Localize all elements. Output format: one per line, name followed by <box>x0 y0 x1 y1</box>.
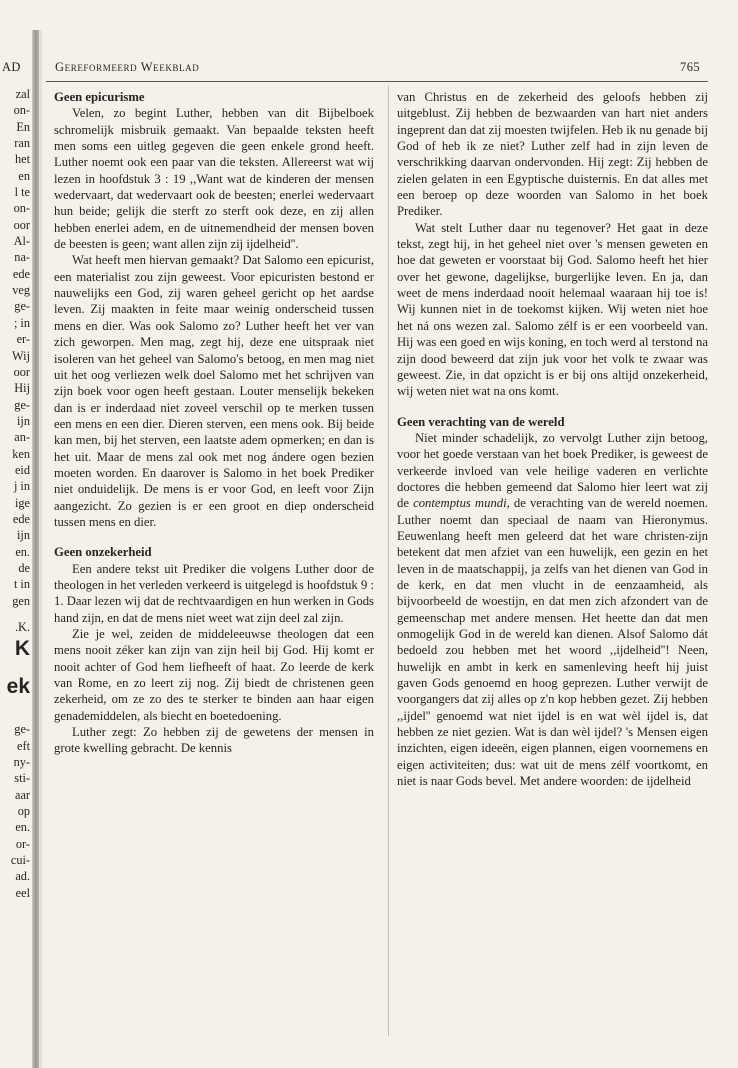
gutter-line: on- <box>13 201 30 216</box>
running-header <box>0 60 738 80</box>
paragraph: Zie je wel, zeiden de middeleeuwse theologen dat een mens nooit zéker kan zijn van zijn heil bij God. Hij komt er nooit achter of God hem liefheeft of haat. Zo leerde de kerk van Rome, en zo leert zij nog. Zij biedt de christenen geen zekerheid, om ze zo des te sterker te binden aan haar eigen genademiddelen, als biecht en boetedoening. <box>54 627 374 723</box>
page-binding-shadow <box>32 30 39 1068</box>
gutter-signoff: .K. <box>14 620 30 634</box>
gutter-line: ede <box>12 266 30 281</box>
gutter-line: Al- <box>13 234 30 249</box>
gutter-line: cui- <box>10 853 30 868</box>
gutter-line: het <box>14 152 30 167</box>
gutter-line: er- <box>16 332 30 347</box>
gutter-line: l te <box>14 185 30 200</box>
gutter-line: ny- <box>13 755 30 770</box>
gutter-line: ; in <box>13 315 30 330</box>
gutter-line: ge- <box>14 722 30 737</box>
gutter-line: na- <box>14 250 30 265</box>
gutter-line: ijn <box>17 528 30 543</box>
gutter-line: eel <box>15 885 30 900</box>
gutter-line: gen <box>12 593 30 608</box>
gutter-line: Wij <box>12 348 30 363</box>
gutter-line: Hij <box>14 381 30 396</box>
page-binding-edge <box>39 30 42 1068</box>
gutter-line: sti- <box>14 771 30 786</box>
paragraph: Wat heeft men hiervan gemaakt? Dat Salomo een epicurist, een materialist zou zijn geweest. Voor epicuristen bestond er nauwelijks een God, zij waren geheel gericht op het aardse leven. Zij maakten in feite maar weinig onderscheid tussen mens en dier. Was ook Salomo zo? Luther heeft het ver van zich geworpen. Men mag, zegt hij, deze ene uitspraak niet isoleren van het geheel van Salomo's betoog, en men mag niet uit het oog verliezen welk doel Salomo met het schrijven van zijn boek voor ogen heeft gestaan. Louter menselijk bekeken dan is er inderdaad niet zoveel verschil op te merken tussen een mens en een dier. Dieren sterven, een mens ook. Bij beide kan men, bij het sterven, een laatste adem opmerken; en dan is het uit. Maar de mens zal ook met nog ándere ogen bezien moeten worden. En daarover is Salomo in het boek Prediker niet onduidelijk. De mens is er voor God, en leeft voor Zijn aangezicht. Zo gezien is er een groot en diep onderscheid tussen mens en dier. <box>54 253 374 529</box>
gutter-line: ad. <box>15 869 30 884</box>
gutter-line: oor <box>13 364 30 379</box>
right-column <box>397 89 708 789</box>
left-column <box>54 89 374 757</box>
paragraph: Luther zegt: Zo hebben zij de gewetens der mensen in grote kwelling gebracht. De kennis <box>54 725 374 756</box>
previous-page-column-fragment <box>0 86 30 901</box>
gutter-line: t in <box>13 577 30 592</box>
gutter-line: aar <box>14 787 30 802</box>
section-heading-geen-verachting: Geen verachting van de wereld <box>397 414 565 429</box>
section-heading-geen-onzekerheid: Geen onzekerheid <box>54 545 152 560</box>
paragraph-text: de verachting van de wereld noemen. Luther noemt dan speciaal de naam van Hieronymus. Eeuwenlang heeft men geleerd dat het ware christen-zijn betekent dat men afziet van een huwelijk, een gezin en het leven in de maatschappij, ja zelfs van het dienen van God in de kerk, en dat men vlucht in de eenzaamheid, als bijvoorbeeld de woestijn, en dat men zich afzondert van de gemeenschap met andere mensen. Het heette dan dat men onmogelijk God in de wereld kan dienen. Alsof Salomo dát bedoeld zou hebben met het woord ,,ijdelheid''! Neen, huwelijk en ambt in kerk en samenleving heeft hij juist gaven Gods genoemd en hoog geprezen. Luther verwijt de voorgangers dat zij alles op z'n kop hebben gezet. Zij hebben ,,ijdel'' genoemd wat niet ijdel is en wat wèl ijdel is, dat hebben ze niet gezien. Wat is dan wèl ijdel? 's Mensen eigen inzichten, eigen ideeën, eigen plannen, eigen voornemens en eigen activiteiten; dus: wat uit de mens zélf voortkomt, en niet is naar Gods bevel. Met andere woorden: de ijdelheid <box>397 496 708 789</box>
gutter-line: j in <box>13 479 30 494</box>
paragraph <box>397 430 708 790</box>
gutter-line: eid <box>14 462 30 477</box>
gutter-line: en <box>18 168 30 183</box>
gutter-line: ge- <box>14 299 30 314</box>
gutter-heading-fragment-2: ek <box>6 675 30 699</box>
paragraph: Wat stelt Luther daar nu tegenover? Het gaat in deze tekst, zegt hij, in het geheel niet over 's mensen geweten en hoe dat geweten er voorstaat bij God. Salomo heeft het hier over het gewone, dagelijkse, burgerlijke leven. En ja, dan weet de mens inderdaad nooit helemaal waaraan hij toe is! Wij kunnen niet in de toekomst kijken. Wij weten niet hoe het ná ons wezen zal. Salomo zélf is er een voorbeeld van. Hij was een goed en wijs koning, en toch werd al terstond na zijn dood beweerd dat zijn juk voor het volk te zwaar was geweest. Zie, in dat opzicht is er bij ons altijd onzekerheid, wij weten niet wat na ons komt. <box>397 220 708 399</box>
gutter-line: ijn <box>17 413 30 428</box>
column-divider <box>388 86 389 1036</box>
previous-page-header-fragment: AD <box>2 60 21 74</box>
gutter-heading-fragment: K <box>14 637 30 661</box>
gutter-line: ige <box>14 495 30 510</box>
paragraph: Een andere tekst uit Prediker die volgens Luther door de theologen in het verleden verkeerd is uitgelegd is hoofdstuk 9 : 1. Daar lezen wij dat de rechtvaardigen en hun werken in Gods hand zijn, en dat de mens niet weet wat zijn deel zal zijn. <box>54 561 374 625</box>
paragraph-text: Niet minder schadelijk, zo vervolgt Luther zijn betoog, voor het goede verstaan van het boek Prediker, is geweest de verkeerde invloed van vele heilige vaderen en verlichte doctores die hebben gemeend dat Salomo hier leert wat zij de <box>397 430 708 511</box>
gutter-line: zal <box>15 87 30 101</box>
gutter-line: ge- <box>14 397 30 412</box>
gutter-line: on- <box>13 103 30 118</box>
gutter-line: de <box>18 560 30 575</box>
gutter-line: veg <box>12 283 30 298</box>
gutter-line: ran <box>14 136 30 151</box>
section-heading-geen-epicurisme: Geen epicurisme <box>54 90 145 104</box>
gutter-line: oor <box>13 217 30 232</box>
gutter-line: eft <box>17 738 30 753</box>
header-rule <box>46 81 708 82</box>
gutter-line: en. <box>15 544 30 559</box>
paragraph-continued: van Christus en de zekerheid des geloofs hebben zij uitgeblust. Zij hebben de bezwaarden van hart niet anders ingeprent dan dat zij moesten twijfelen. Heb ik nu genade bij God of heb ik ze niet? Luther zelf had in zijn leven de verschrikking daarvan ondervonden. Hij zegt: Zij hebben de zielen gelaten in een Egyptische duisternis. En dat alles met een beroep op deze woorden van Salomo in het boek Prediker. <box>397 90 708 219</box>
gutter-line: ken <box>12 446 30 461</box>
gutter-line: an- <box>14 430 30 445</box>
paragraph: Velen, zo begint Luther, hebben van dit Bijbelboek schromelijk misbruik gemaakt. Van bepaalde teksten heeft men soms een uitleg gegeven die geen enkele grond heeft. Luther noemt ook een paar van die teksten. Allereerst wat wij lezen in hoofdstuk 3 : 19 ,,Want wat de kinderen der mensen wedervaart, dat wedervaart ook de beesten; enerlei wedervaart hun beide; gelijk die sterft zo sterft ook deze, en zij allen hebben enerlei adem, en de uitnemendheid der mensen boven de beesten is geen; want allen zijn zij ijdelheid''. <box>54 106 374 252</box>
gutter-line: ede <box>12 511 30 526</box>
publication-title: Gereformeerd Weekblad <box>55 60 200 74</box>
latin-term: contemptus mundi, <box>413 496 510 511</box>
gutter-line: En <box>16 119 30 134</box>
page-number: 765 <box>680 60 700 74</box>
gutter-line: en. <box>15 820 30 835</box>
gutter-line: op <box>17 804 30 819</box>
gutter-line: or- <box>15 836 30 851</box>
